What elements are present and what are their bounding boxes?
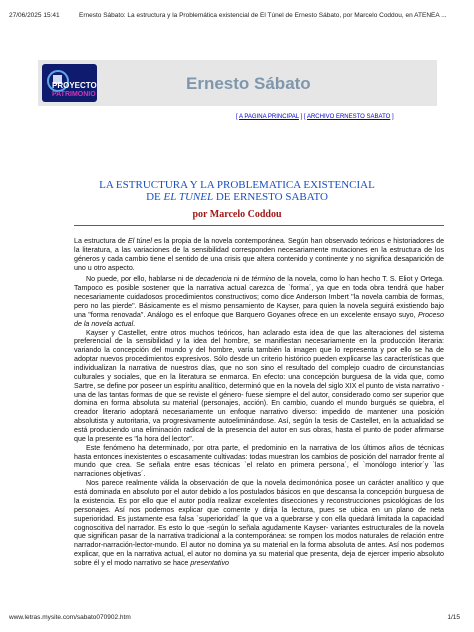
title-divider bbox=[74, 225, 444, 226]
paragraph bbox=[74, 329, 444, 444]
emphasis: Proceso de la novela actual bbox=[74, 310, 444, 328]
title-pre: DE bbox=[146, 191, 164, 203]
text-run: Kayser y Castellet, entre otros muchos teóricos, han aclarado esta idea de que las alteraciones del sistema preferencial de la sensibilidad y la idea del hombre, se manifiestan necesariamente en la producción literaria: variando la concepción del mundo y del hombre, varía también la imagen que lo representa y por ello se ha de adoptar nuevos procedimientos expresivos. Sólo desde un criterio histórico pueden explicarse las características que individualizan la narrativa de nuestros días, que no son sino el resultado del complejo cuadro de circunstancias culturales y sociales, que en la literatura se enmarca. En efecto: una concepción burguesa de la vida que, como Sartre, se define por poseer un espíritu analítico, determinó que en la novela del siglo XIX el punto de vista narrativo -una de las tantas formas de que se reviste el género- fuese siempre el del autor, considerado como ser superior que domina en forma absoluta su material (personajes, acción). En cambio, cuando el mundo burgués se quiebra, el creador literario adoptará necesariamente un enfoque narrativo diverso: impedido de mantener una posición absolutista y autoritaria, va progresivamente autoeliminándose. Así, según la tesis de Castellet, en la actualidad se está produciendo una eliminación radical de la presencia del autor en sus obras, hasta el punto de poder afirmarse que la presente es "la hora del lector". bbox=[74, 328, 444, 443]
text-run: de la novela, como lo han hecho T. S. Eliot y Ortega. Tampoco es posible sostener que la narrativa actual carezca de `forma´, ya que en toda obra tendrá que haber necesariamente cuidadosos procedimientos constructivos; como dice Anderson Imbert "la novela cambia de formas, pero no las pierde". Básicamente es el mismo pensamiento de Kayser, para quien la novela seguirá existiendo bajo una "forma renovada". Análogo es el enfoque que Barquero Goyanes ofrece en un excelente ensayo suyo, bbox=[74, 275, 444, 319]
emphasis: decadencia bbox=[195, 275, 232, 284]
title-post: DE ERNESTO SABATO bbox=[213, 191, 328, 203]
nav-bracket-close: ] bbox=[390, 114, 394, 120]
article-byline: por Marcelo Coddou bbox=[192, 209, 282, 220]
print-title: Ernesto Sábato: La estructura y la Problemática existencial de El Túnel de Ernesto Sábato, por Marcelo Coddou, en ATENEA ... bbox=[79, 12, 447, 19]
text-run: Este fenómeno ha determinado, por otra parte, el predominio en la narrativa de los últimos años de técnicas hasta entonces inexistentes o escasamente cultivadas: todas muestran los cambios de posición del narrador frente al mundo que crea. Se señala entre esas técnicas `el relato en primera persona´, el `monólogo interior´y `las narraciones objetivas´. bbox=[74, 443, 444, 479]
logo-line2: PATRIMONIO bbox=[52, 91, 96, 98]
link-archivo-sabato[interactable]: ARCHIVO ERNESTO SABATO bbox=[306, 114, 391, 120]
emphasis: El túnel bbox=[127, 237, 152, 245]
text-run: No puede, por ello, hablarse ni de bbox=[86, 275, 196, 284]
emphasis: presentativo bbox=[190, 558, 229, 567]
link-pagina-principal[interactable]: A PAGINA PRINCIPAL bbox=[239, 114, 299, 120]
paragraph bbox=[74, 275, 444, 328]
text-run: Nos parece realmente válida la observación de que la novela decimonónica posee un carácter analítico y que está dominada en absoluto por el autor debido a los postulados básicos en que descansa la concepción burguesa de la existencia. Es por ello que el autor podía realizar excelentes disecciones y reconstrucciones psicológicas de los personajes. Así nos podemos explicar que comente y dirija la lectura, pues se ubica en un plano de neta superioridad. Es justamente esa falsa `superioridad´ la que va a quebrarse y con ella quedará limitada la capacidad cognoscitiva del narrador. Es esto lo que -según lo señala agudamente Kayser- variantes estructurales de la novela que significan pasar de la narrativa tradicional a la contemporánea: se rompen los modos naturales de relación entre narrador-narración-lector-mundo. El autor no domina ya su material en la forma absoluta de antes. Así nos podemos explicar, que en la narrativa actual, el autor no domina ya su material que presenta, deja de ejercer imperio absoluto sobre él y el modo narrativo se hace bbox=[74, 479, 444, 567]
text-run: es la propia de la novela contemporánea. Según han observado teóricos e historiadores de la literatura, a las variaciones de la sensibilidad corresponden necesariamente mutaciones en la estructura de los géneros y cada cambio tiene el sentido de una crisis que altera contenido y continente y no significa desaparición de uno u otro aspecto. bbox=[74, 237, 445, 272]
paragraph bbox=[74, 479, 444, 568]
paragraph bbox=[74, 237, 444, 272]
site-banner bbox=[38, 60, 437, 106]
paragraph bbox=[74, 444, 444, 479]
nav-separator: ] [ bbox=[298, 114, 307, 120]
nav-bracket: [ bbox=[236, 114, 240, 120]
proyecto-patrimonio-logo[interactable] bbox=[42, 64, 97, 102]
breadcrumb-nav bbox=[236, 114, 394, 120]
text-run: . bbox=[133, 319, 136, 328]
article-body bbox=[74, 237, 444, 568]
title-em: EL TUNEL bbox=[163, 191, 214, 203]
text-run: La estructura de bbox=[74, 237, 128, 245]
article-title-line2 bbox=[0, 191, 474, 203]
logo-line1: PROYECTO bbox=[52, 81, 97, 90]
emphasis: término bbox=[251, 275, 276, 284]
banner-title: Ernesto Sábato bbox=[186, 74, 311, 93]
print-date: 27/06/2025 15:41 bbox=[9, 12, 60, 19]
article-title-line1: LA ESTRUCTURA Y LA PROBLEMATICA EXISTENCIAL bbox=[99, 179, 375, 191]
text-run: ni de bbox=[231, 275, 252, 284]
page-number: 1/15 bbox=[447, 614, 460, 621]
page-url: www.letras.mysite.com/sabato070902.htm bbox=[9, 614, 131, 621]
